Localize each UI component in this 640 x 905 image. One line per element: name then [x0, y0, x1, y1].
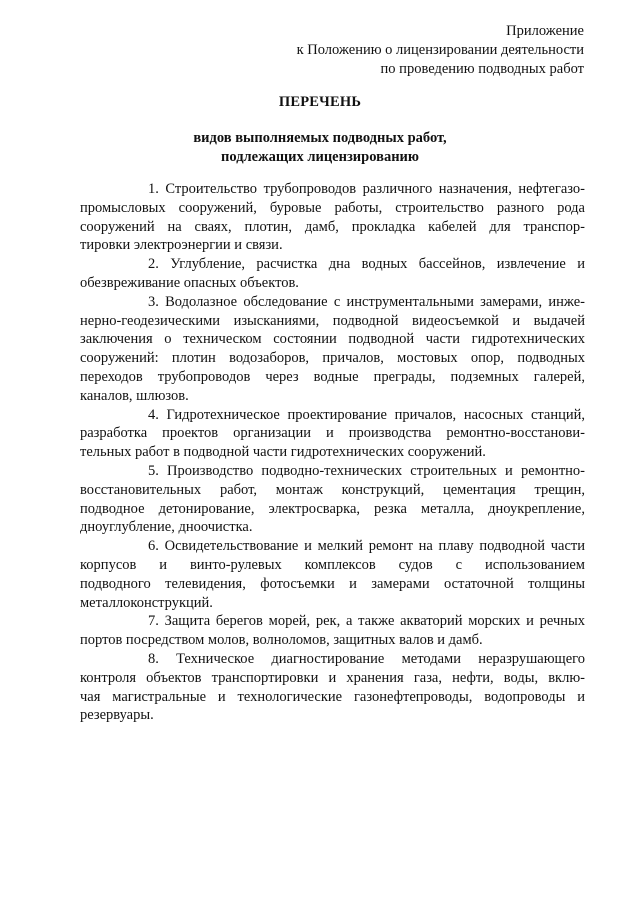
document-body — [80, 180, 585, 725]
list-item-line: переходов трубопроводов через водные преграды, подземных галерей, — [80, 368, 585, 385]
document-title: ПЕРЕЧЕНЬ — [278, 94, 362, 110]
list-item-line: 4. Гидротехническое проектирование причалов, насосных станций, — [148, 406, 585, 423]
list-item — [80, 406, 585, 462]
list-item — [80, 255, 585, 293]
list-item-line: восстановительных работ, монтаж конструкций, цементация трещин, — [80, 481, 585, 498]
list-item-line: промысловых сооружений, буровые работы, строительство разного рода — [80, 199, 585, 216]
list-item-line: сооружений на сваях, плотин, дамб, прокладка кабелей для транспор- — [80, 218, 585, 235]
appendix-header — [297, 22, 584, 79]
list-item-line: обезвреживание опасных объектов. — [80, 274, 299, 291]
list-item-line: металлоконструкций. — [80, 594, 213, 611]
list-item — [80, 180, 585, 255]
appendix-line: по проведению подводных работ — [380, 61, 584, 77]
list-item — [80, 537, 585, 612]
list-item-line: заключения о техническом состоянии подводной части гидротехнических — [80, 331, 585, 348]
list-item-line: 7. Защита берегов морей, рек, а также акваторий морских и речных — [148, 613, 585, 630]
appendix-line: Приложение — [506, 23, 584, 39]
subtitle-line: видов выполняемых подводных работ, — [193, 130, 447, 146]
list-item-line: каналов, шлюзов. — [80, 387, 189, 404]
list-item-line: 1. Строительство трубопроводов различного назначения, нефтегазо- — [148, 181, 585, 197]
list-item-line: 8. Техническое диагностирование методами неразрушающего — [148, 650, 585, 667]
subtitle-line: подлежащих лицензированию — [221, 149, 419, 165]
list-item-line: тельных работ в подводной части гидротехнических сооружений. — [80, 444, 486, 461]
list-item-line: разработка проектов организации и производства ремонтно-восстанови- — [80, 425, 585, 442]
list-item-line: корпусов и винто-рулевых комплексов судов с использованием — [80, 556, 585, 573]
list-item-line: подводного телевидения, фотосъемки и замерами остаточной толщины — [80, 575, 585, 592]
list-item — [80, 650, 585, 725]
list-item-line: чая магистральные и технологические газонефтепроводы, водопроводы и — [80, 688, 585, 705]
list-item-line: сооружений: плотин водозаборов, причалов, мостовых опор, подводных — [80, 350, 585, 367]
list-item-line: 6. Освидетельствование и мелкий ремонт на плаву подводной части — [148, 538, 585, 555]
list-item-line: подводное детонирование, электросварка, резка металла, дноукрепление, — [80, 500, 585, 517]
list-item — [80, 293, 585, 406]
list-item-line: резервуары. — [80, 707, 154, 724]
appendix-line: к Положению о лицензировании деятельности — [296, 42, 584, 58]
list-item-line: дноуглубление, дноочистка. — [80, 519, 253, 536]
list-item-line: портов посредством молов, волноломов, защитных валов и дамб. — [80, 632, 483, 649]
list-item — [80, 462, 585, 537]
list-item-line: 5. Производство подводно-технических строительных и ремонтно- — [148, 462, 585, 479]
list-item-line: 2. Углубление, расчистка дна водных бассейнов, извлечение и — [148, 256, 585, 273]
list-item-line: 3. Водолазное обследование с инструментальными замерами, инже- — [148, 293, 585, 310]
list-item-line: тировки электроэнергии и связи. — [80, 237, 283, 254]
list-item-line: нерно-геодезическими изысканиями, подводной видеосъемкой и выдачей — [80, 312, 585, 329]
list-item-line: контроля объектов транспортировки и хранения газа, нефти, воды, вклю- — [80, 669, 585, 686]
document-subtitle — [0, 129, 640, 167]
list-item — [80, 612, 585, 650]
